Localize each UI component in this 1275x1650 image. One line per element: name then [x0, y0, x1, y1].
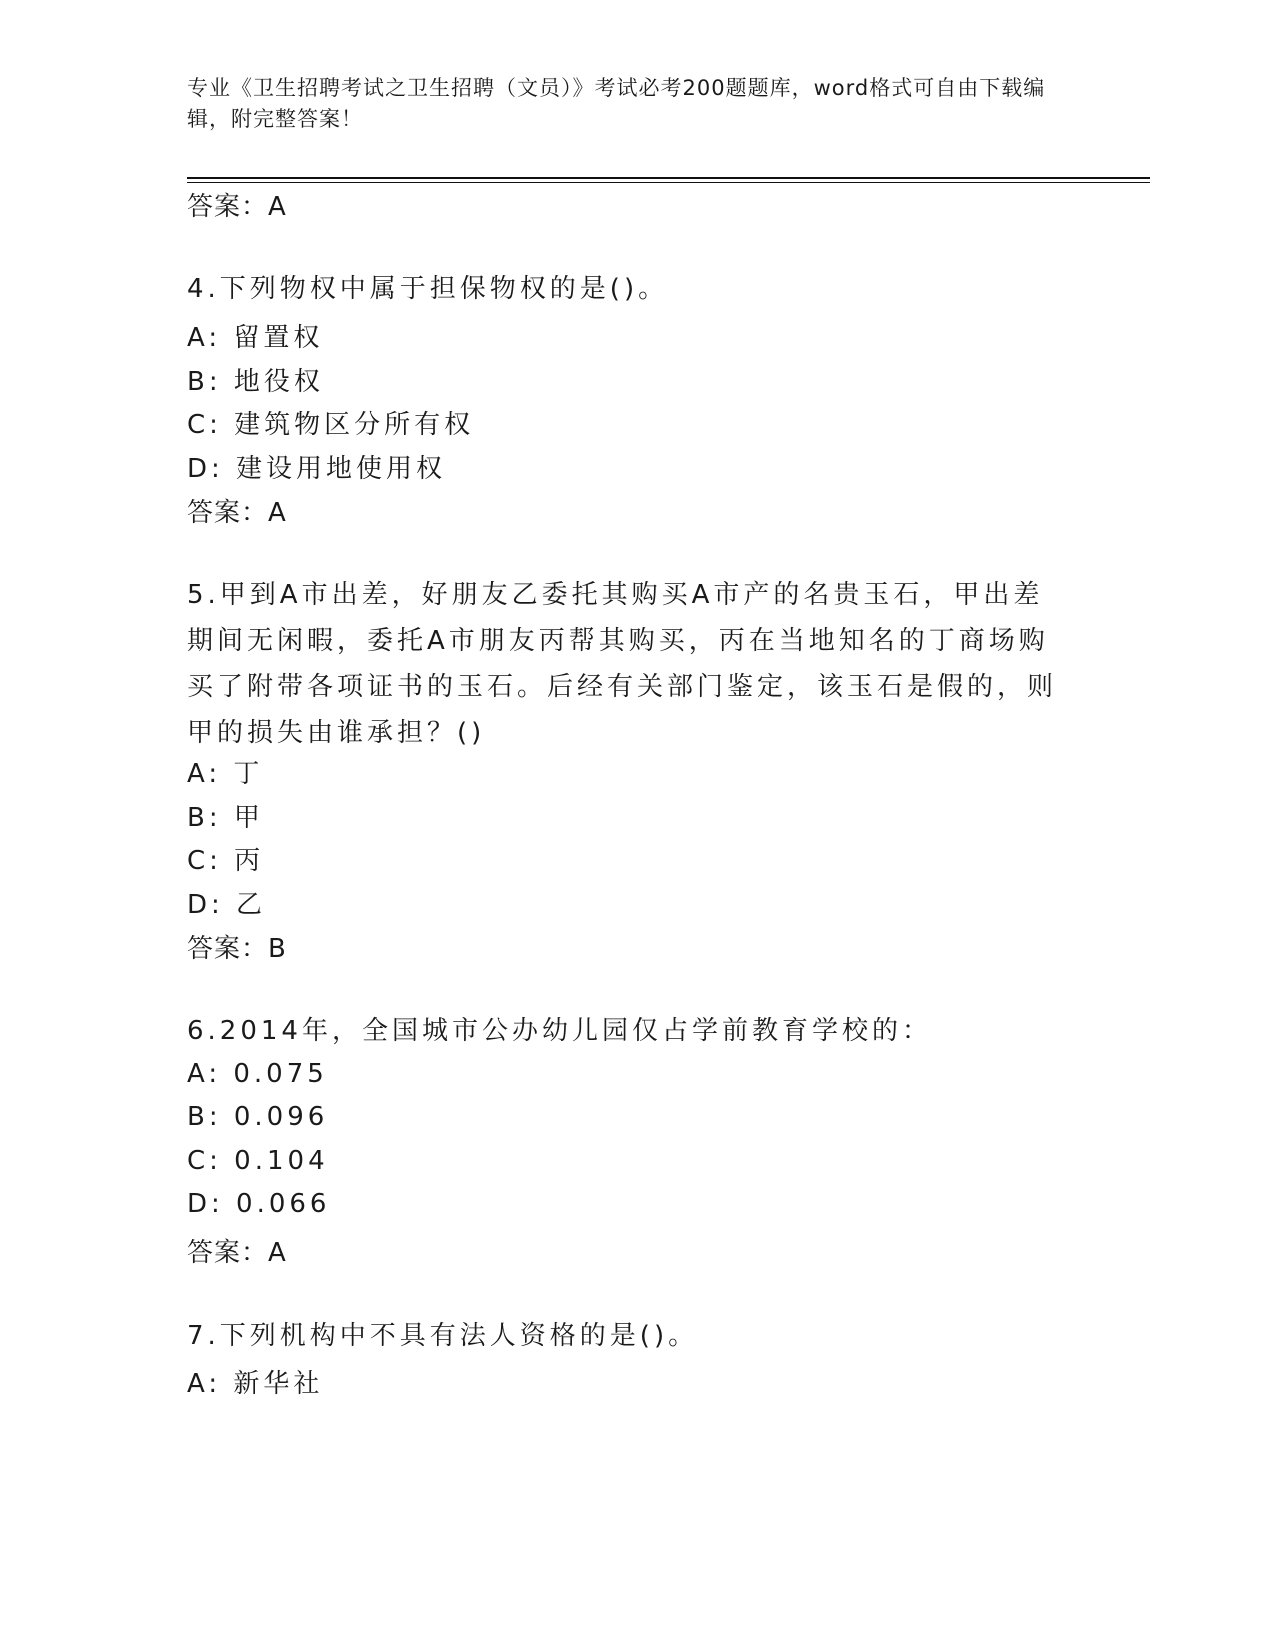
- document-header: 专业《卫生招聘考试之卫生招聘（文员）》考试必考200题题库，word格式可自由下载编辑，附完整答案！: [187, 76, 1046, 131]
- question-5-option-a: A: 丁: [187, 759, 264, 789]
- question-5-stem: 5.甲到A市出差，好朋友乙委托其购买A市产的名贵玉石，甲出差期间无闲暇，委托A市朋友丙帮其购买，丙在当地知名的丁商场购买了附带各项证书的玉石。后经有关部门鉴定，该玉石是假的，则甲的损失由谁承担？(): [187, 580, 1058, 748]
- question-7-stem: 7.下列机构中不具有法人资格的是()。: [187, 1321, 699, 1351]
- question-6-option-b: B: 0.096: [187, 1102, 329, 1132]
- question-4-option-c: C: 建筑物区分所有权: [187, 410, 475, 440]
- answer-q3: 答案：A: [187, 192, 287, 222]
- question-6-option-d: D: 0.066: [187, 1189, 331, 1219]
- answer-q5: 答案：B: [187, 934, 287, 964]
- question-5-option-c: C: 丙: [187, 846, 265, 876]
- answer-q4: 答案：A: [187, 498, 287, 528]
- header-divider-thick: [187, 177, 1150, 179]
- question-6-stem: 6.2014年，全国城市公办幼儿园仅占学前教育学校的：: [187, 1016, 932, 1046]
- question-5-option-b: B: 甲: [187, 803, 264, 833]
- header-divider-thin: [187, 182, 1150, 183]
- question-4-option-a: A: 留置权: [187, 323, 324, 353]
- question-4-option-b: B: 地役权: [187, 367, 324, 397]
- question-6-option-c: C: 0.104: [187, 1146, 329, 1176]
- question-5-option-d: D: 乙: [187, 890, 267, 920]
- question-6-option-a: A: 0.075: [187, 1059, 328, 1089]
- question-4-option-d: D: 建设用地使用权: [187, 454, 447, 484]
- answer-q6: 答案：A: [187, 1238, 287, 1268]
- question-7-option-a: A: 新华社: [187, 1369, 324, 1399]
- question-4-stem: 4.下列物权中属于担保物权的是()。: [187, 274, 669, 304]
